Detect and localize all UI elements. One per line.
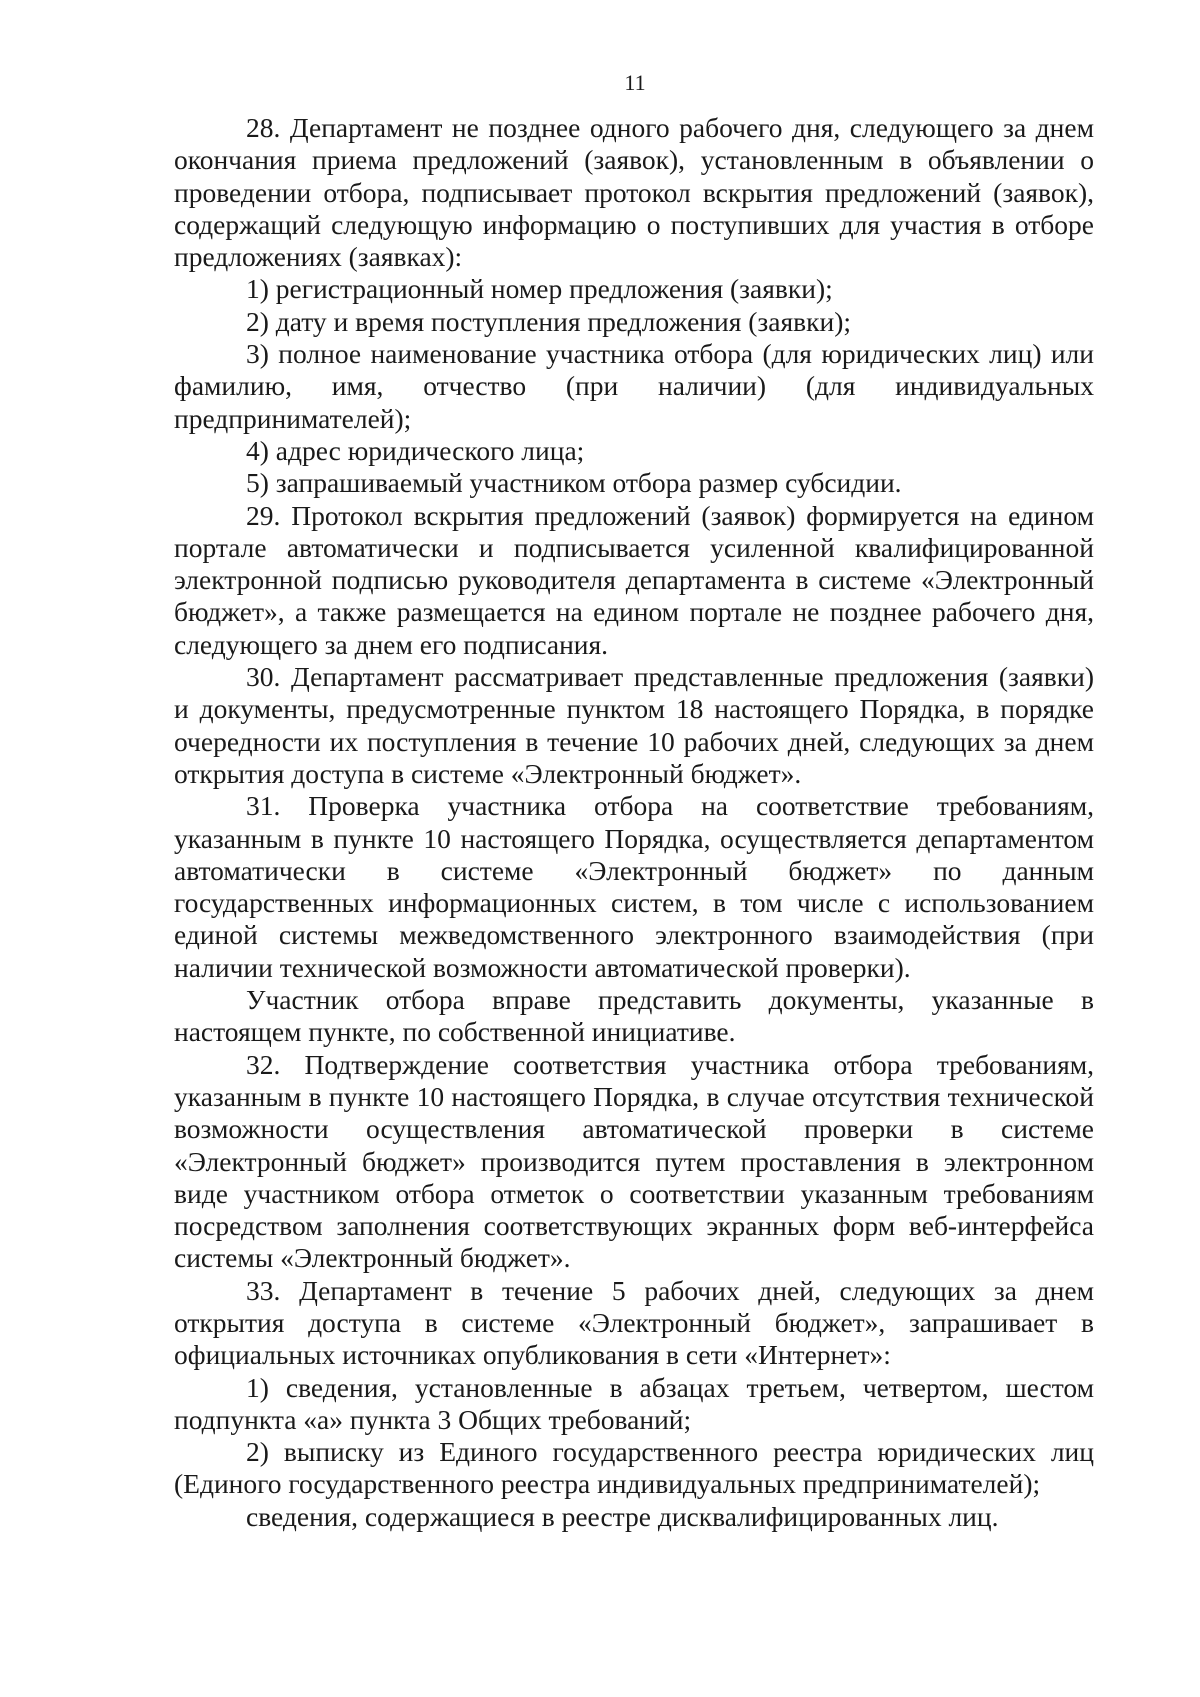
paragraph-31: 31. Проверка участника отбора на соответствие требованиям, указанным в пункте 10 настоящего Порядка, осуществляется департаментом автоматически в системе «Электронный бюджет» по данным государственных информационных систем, в том числе с использованием единой системы межведомственного электронного взаимодействия (при наличии технической возможности автоматической проверки). — [174, 790, 1094, 983]
paragraph-28-item-4: 4) адрес юридического лица; — [246, 434, 585, 466]
paragraph-28-item-2: 2) дату и время поступления предложения (заявки); — [246, 305, 851, 337]
paragraph-33: 33. Департамент в течение 5 рабочих дней, следующих за днем открытия доступа в системе «Электронный бюджет», запрашивает в официальных источниках опубликования в сети «Интернет»: — [174, 1274, 1094, 1371]
paragraph-32: 32. Подтверждение соответствия участника отбора требованиям, указанным в пункте 10 настоящего Порядка, в случае отсутствия технической возможности осуществления автоматической проверки в системе «Электронный бюджет» производится путем проставления в электронном виде участником отбора отметок о соответствии указанным требованиям посредством заполнения соответствующих экранных форм веб-интерфейса системы «Электронный бюджет». — [174, 1048, 1094, 1274]
paragraph-28-item-3: 3) полное наименование участника отбора (для юридических лиц) или фамилию, имя, отчество (при наличии) (для индивидуальных предпринимателей); — [174, 338, 1094, 434]
paragraph-33-item-3: сведения, содержащиеся в реестре дисквалифицированных лиц. — [246, 1500, 999, 1532]
paragraph-28-item-5: 5) запрашиваемый участником отбора размер субсидии. — [246, 467, 902, 499]
paragraph-33-item-1: 1) сведения, установленные в абзацах третьем, четвертом, шестом подпункта «а» пункта 3 Общих требований; — [174, 1371, 1094, 1435]
paragraph-29: 29. Протокол вскрытия предложений (заявок) формируется на едином портале автоматически и подписывается усиленной квалифицированной электронной подписью руководителя департамента в системе «Электронный бюджет», а также размещается на едином портале не позднее рабочего дня, следующего за днем его подписания. — [174, 499, 1094, 660]
page-number: 11 — [624, 70, 646, 95]
paragraph-30: 30. Департамент рассматривает представленные предложения (заявки) и документы, предусмотренные пунктом 18 настоящего Порядка, в порядке очередности их поступления в течение 10 рабочих дней, следующих за днем открытия доступа в системе «Электронный бюджет». — [174, 661, 1094, 789]
paragraph-28: 28. Департамент не позднее одного рабочего дня, следующего за днем окончания приема предложений (заявок), установленным в объявлении о проведении отбора, подписывает протокол вскрытия предложений (заявок), содержащий следующую информацию о поступивших для участия в отборе предложениях (заявках): — [174, 112, 1094, 273]
paragraph-28-item-1: 1) регистрационный номер предложения (заявки); — [246, 273, 833, 305]
document-body — [174, 112, 1094, 1533]
paragraph-33-item-2: 2) выписку из Единого государственного реестра юридических лиц (Единого государственного реестра индивидуальных предпринимателей); — [174, 1436, 1094, 1500]
paragraph-31-note: Участник отбора вправе представить документы, указанные в настоящем пункте, по собственной инициативе. — [174, 984, 1094, 1048]
